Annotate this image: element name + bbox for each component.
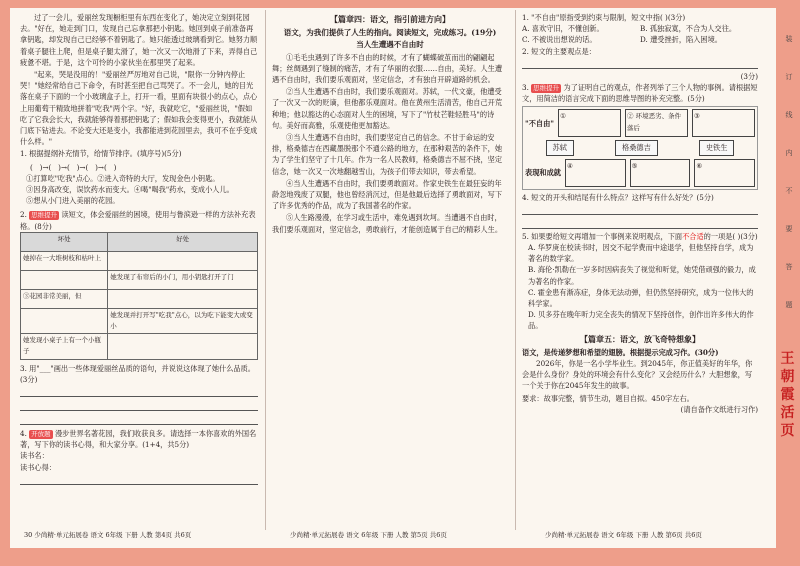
article-title: 当人生遭遇不自由时 xyxy=(356,40,424,50)
footer-left: 30 少尚精·单元拓展卷 语文 6年级 下册 人教 第4页 共6页 xyxy=(24,531,192,539)
book-name-label: 读书名： xyxy=(20,451,49,461)
q5-mark: 不合适 xyxy=(682,231,704,241)
column-middle xyxy=(272,12,508,532)
answer-line[interactable] xyxy=(522,57,758,69)
writing-requirements: 要求：故事完整，情节生动，题目自拟。450字左右。 xyxy=(522,393,694,403)
q2-tag: 思维提升 xyxy=(31,211,58,220)
article-paragraph: ①毛毛虫遇到了许多不自由的时候，才有了蝴蝶破茧而出的翩翩起舞；丝绸遇到了缝制的痛苦，才有了华丽的衣服……自由，美好。人生遭遇不自由时，我们要乐观面对，坚定信念，才有独自开辟道路的机会。 xyxy=(272,52,503,85)
writing-prompt: 2026年，你是一名小学毕业生。到2045年，你正值美好的年华，你会是什么身份？身处的环境会有什么变化？又会经历什么？大胆想象，写一个关于你在2045年发生的故事。 xyxy=(522,359,753,391)
q4-tag: 开放题 xyxy=(31,430,51,439)
table-cell[interactable] xyxy=(108,251,258,270)
option[interactable]: B. 海伦·凯勒在一岁多时因病丧失了视觉和听觉，她凭借顽强的毅力，成为著名的作家。 xyxy=(528,265,756,286)
table-cell: ③花园非常美丽，但 xyxy=(21,289,108,308)
question-2: 2. 短文的主要观点是： xyxy=(522,46,596,56)
q1-item: ③因身高改变，误饮药水而变大。④喝"喝我"药水，变成小人儿。 xyxy=(26,185,234,195)
q5-rest: 的一项是( )(3分) xyxy=(703,231,758,241)
q1-item: ⑤想从小门进入美丽的花园。 xyxy=(26,196,120,206)
map-box: ② 环境恶劣、条件落后 xyxy=(625,109,688,137)
answer-line[interactable] xyxy=(522,217,758,229)
option[interactable]: A. 喜欢守旧，不懂创新。 xyxy=(522,24,604,34)
option[interactable]: A. 华罗庚在校读书时，因交不起学费而中途退学，但他坚持自学，成为著名的数学家。 xyxy=(528,243,754,264)
map-center: "不自由" xyxy=(525,118,555,128)
table-cell[interactable] xyxy=(108,334,258,359)
reading-notes-label: 读书心得： xyxy=(20,462,56,472)
table-header: 好处 xyxy=(108,232,258,251)
answer-line[interactable] xyxy=(20,473,258,485)
writing-note: (请自备作文纸进行习作) xyxy=(680,404,758,414)
brand-logo: 王朝霞活页 xyxy=(780,351,795,439)
option[interactable]: C. 不被说出想说的话。 xyxy=(522,35,597,45)
option[interactable]: D. 遭受挫折，陷入困境。 xyxy=(640,35,722,45)
story-paragraph: "起来，哭是没用的！"爱丽丝严厉地对自己说，"限你一分钟内停止哭！"她经常给自己下命令，有时甚至把自己骂哭了。不一会儿，她的目光落在桌子下面的一个小玻璃盒子上，打开一看，里面有块很小的点心，点心上用葡萄干精致地拼着"吃我"两个字。"好，我就吃它，"爱丽丝说，"假如吃了它我会长大，我就能够得着那把钥匙了；假如我会变得更小，我就能从门底下钻进去。不论变大还是变小，我都能进到花园里去，我可不在乎变成什么样。" xyxy=(20,70,258,147)
person-tag: 格桑德吉 xyxy=(615,140,658,155)
map-box[interactable]: ④ xyxy=(565,159,626,187)
article-paragraph: ⑤人生路漫漫，在学习或生活中，难免遇到坎坷。当遭遇不自由时，我们要乐观面对，坚定信念，勇敢前行，才能创造属于自己的精彩人生。 xyxy=(272,213,503,234)
q1-item: ①打算吃"吃我"点心。②进入奇特的大厅，发现金色小钥匙。 xyxy=(26,173,220,183)
question-2: 读短文，体会爱丽丝的困境，使用与鲁滨逊一样的方法补充表格。(8分) xyxy=(20,210,256,231)
q2-score: (3分) xyxy=(740,71,758,81)
option[interactable]: B. 孤独寂寞，不合为人交往。 xyxy=(640,24,737,34)
binding-margin-text: 装 订 线 内 不 要 答 题 xyxy=(785,35,793,309)
footer-middle: 少尚精·单元拓展卷 语文 6年级 下册 人教 第5页 共6页 xyxy=(290,531,447,539)
option[interactable]: C. 霍金患有渐冻症，身体无法动弹，但仍然坚持研究，成为一位伟大的科学家。 xyxy=(528,287,754,309)
question-3: 3. 用"___"画出一些体现爱丽丝品质的语句，并说说这体现了她什么品质。(3分) xyxy=(20,363,255,384)
section-4-intro: 语文，为我们提供了人生的指向。阅读短文，完成练习。(19分) xyxy=(283,28,497,38)
section-5-intro: 语文，是传递梦想和希望的翅膀。根据提示完成习作。(30分) xyxy=(522,347,719,357)
table-header: 坏处 xyxy=(21,232,108,251)
map-box[interactable]: ③ xyxy=(692,109,755,137)
section-5-title: 【篇章五：语文，放飞奇特想象】 xyxy=(580,333,700,344)
column-divider xyxy=(515,10,516,530)
answer-line[interactable] xyxy=(20,413,258,425)
question-4: 4. 短文的开头和结尾有什么特点？这样写有什么好处？(5分) xyxy=(522,192,714,202)
table-cell: 她发现小桌子上有一个小瓶子 xyxy=(21,334,108,359)
table-cell: 她发现并打开写"吃我"点心，以为吃下能变大或变小 xyxy=(108,308,258,333)
q3-tag: 思维提升 xyxy=(533,84,560,93)
table-cell: 她发现了布帘后的小门，用小钥匙打开了门 xyxy=(108,270,258,289)
table-cell[interactable] xyxy=(21,270,108,289)
section-4-title: 【篇章四：语文，指引前进方向】 xyxy=(330,14,450,24)
pros-cons-table xyxy=(20,232,258,360)
article-paragraph: ②当人生遭遇不自由时，我们要乐观面对。苏轼，一代文豪，他遭受了一次又一次的贬谪，但他都乐观面对。他在黄州生活清苦，他自己开荒种地；他以豁达的心态面对人生的困境，写下了"竹杖芒鞋轻胜马"的诗句。美好而高雅，乐观使他更加豁达。 xyxy=(272,87,503,130)
footer-right: 少尚精·单元拓展卷 语文 6年级 下册 人教 第6页 共6页 xyxy=(545,531,702,539)
article-paragraph: ④当人生遭遇不自由时，我们要勇敢面对。作家史铁生在最狂妄的年龄忽地残废了双腿，他也曾经消沉过，但是他最后选择了勇敢面对，写下了许多优秀的作品，成为了我国著名的作家。 xyxy=(272,178,503,211)
map-bottom: 表现和成就 xyxy=(525,168,561,178)
question-1: 1. "不自由"原指受到约束与限制，短文中指( )(3分) xyxy=(522,13,686,22)
question-3: 为了证明自己的观点，作者列举了三个人物的事例。请根据短文，用简洁的语言完成下面的思维导图的补充完整。(5分) xyxy=(522,83,758,104)
answer-line[interactable] xyxy=(20,399,258,411)
question-5: 5. 如果要给短文再增加一个事例来说明观点，下面 xyxy=(522,231,683,241)
question-4: 漫步世界名著花园，我们收获良多。请选择一本你喜欢的外国名著，写下你的读书心得，和大家分享。(1+4，共5分) xyxy=(20,429,257,450)
answer-line[interactable] xyxy=(522,203,758,215)
column-left: 过了一会儿，爱丽丝发现橱柜里有东西在变化了，她决定立刻到花园去。"好在，她走到门口，发现自己忘拿那把小钥匙。她回到桌子前准备再拿钥匙，却发现自己已经够不着钥匙了。她只能透过玻璃看到它。她努力顺着桌子腿往上爬，但是桌子腿太滑了，她一次又一次地滑了下来，弄得自己疲惫不堪。于是，这个可怜的小家伙坐在那里哭了起来。 "起来，哭是没用的！"爱丽丝严厉地对自己说，"限你一分钟内停止哭！"她经常给自己下命令，有时甚至把自己骂哭了。不一会儿，她的目光落在桌子下面的一个小玻璃盒子上，打开一看，里面有块很小的点心，点心上用葡萄干精致地拼着"吃我"两个字。"好，我就吃它，"爱丽丝说，"假如吃了它我会长大，我就能够得着那把钥匙了；假如我会变得更小，我就能从门底下钻进去。不论变大还是变小，我都能进到花园里去，我可不在乎变成什么样。" 1. 根据提纲补充情节，给情节排序。(填序号)(5分) ( )→( )→( )→( )→( ) ①打算吃"吃我"点心。②进入奇特的大厅，发现金色小钥匙。 ③因身高改变，误饮药水而变大。④喝"喝我"药水，变成小人儿。 ⑤想从小门进入美丽的花园。 2. 思维提升 读短文，体会爱丽丝的困境，使用与鲁滨逊一样的方法补充表格。(8分) 坏处 好处 她掉在一大堆树枝和枯叶上 她发现了布帘后的小门，用小钥匙打开了门 ③花园非常美丽，但 她发现并打开写"吃我"点心，以为吃下能变大或变小 她发现小桌子上有一个小瓶子 3. 用"___"画出一些体现爱丽丝品质的语句，并说说这体现了她什么品质。(3分) 4. 开放题 漫步世界名著花园，我们收获良多。请选择一本你喜欢的外国名著，写下你的读书心得，和大家分享。(1+4，共5分) 读书名： 读书心得： xyxy=(20,12,258,532)
person-tag: 史铁生 xyxy=(699,140,735,155)
option[interactable]: D. 贝多芬在晚年听力完全丧失的情况下坚持创作，创作出许多伟大的作品。 xyxy=(528,310,754,331)
answer-line[interactable] xyxy=(20,385,258,397)
mind-map xyxy=(522,106,758,189)
table-cell[interactable] xyxy=(21,308,108,333)
column-divider xyxy=(265,10,266,530)
question-1: 1. 根据提纲补充情节，给情节排序。(填序号)(5分) xyxy=(20,149,182,159)
column-right: 1. "不自由"原指受到约束与限制，短文中指( )(3分) A. 喜欢守旧，不懂创新。 B. 孤独寂寞，不合为人交往。 C. 不被说出想说的话。 D. 遭受挫折，陷入困境。 2. 短文的主要观点是： (3分) 3. 思维提升 为了证明自己的观点，作者列举了三个人物的事例。请根据短文，用简洁的语言完成下面的思维导图的补充完整。(5分) "不自由" ① ② 环境恶劣、条件落后 ③ 苏轼 格桑德吉 史铁生 表现和成就 ④ ⑤ ⑥ 4. 短文的开头和结尾有什么特点？这样写有什么好处？(5分) 5. 如果要给短文再增加一个事例来说明观点，下面不合适的一项是( )(3分) A. 华罗庚在校读书时，因交不起学费而中途退学，但他坚持自学，成为著名的数学家。 B. 海伦·凯勒在一岁多时因病丧失了视觉和听觉，她凭借顽强的毅力，成为著名的作家。 C. 霍金患有渐冻症，身体无法动弹，但仍然坚持研究，成为一位伟大的科学家。 D. 贝多芬在晚年听力完全丧失的情况下坚持创作，创作出许多伟大的作品。 【篇章五：语文，放飞奇特想象】 语文，是传递梦想和希望的翅膀。根据提示完成习作。(30分) 2026年，你是一名小学毕业生。到2045年，你正值美好的年华，你会是什么身份？身处的环境会有什么变化？又会经历什么？大胆想象，写一个关于你在2045年发生的故事。 要求：故事完整，情节生动，题目自拟。450字左右。 (请自备作文纸进行习作) xyxy=(522,13,758,414)
story-paragraph: 过了一会儿，爱丽丝发现橱柜里有东西在变化了，她决定立刻到花园去。"好在，她走到门口，发现自己忘拿那把小钥匙。她回到桌子前准备再拿钥匙，却发现自己已经够不着钥匙了。她只能透过玻璃看到它。她努力顺着桌子腿往上爬，但是桌子腿太滑了，她一次又一次地滑了下来，弄得自己疲惫不堪。于是，这个可怜的小家伙坐在那里哭了起来。 xyxy=(20,13,258,67)
article-paragraph: ③当人生遭遇不自由时，我们要坚定自己的信念。不甘于命运的安排，格桑德吉在西藏墨脱那个不通公路的地方，在那种艰苦的条件下，她为了学生们坚守了十几年。作为一名人民教师，格桑德吉不屈不挠，坚定信念，她一次又一次地翻越雪山，为孩子们带去知识，带去希望。 xyxy=(272,133,503,176)
person-tag: 苏轼 xyxy=(546,140,574,155)
map-box[interactable]: ⑤ xyxy=(630,159,691,187)
map-box[interactable]: ① xyxy=(558,109,621,137)
table-cell[interactable] xyxy=(108,289,258,308)
table-cell: 她掉在一大堆树枝和枯叶上 xyxy=(21,251,108,270)
map-box[interactable]: ⑥ xyxy=(694,159,755,187)
